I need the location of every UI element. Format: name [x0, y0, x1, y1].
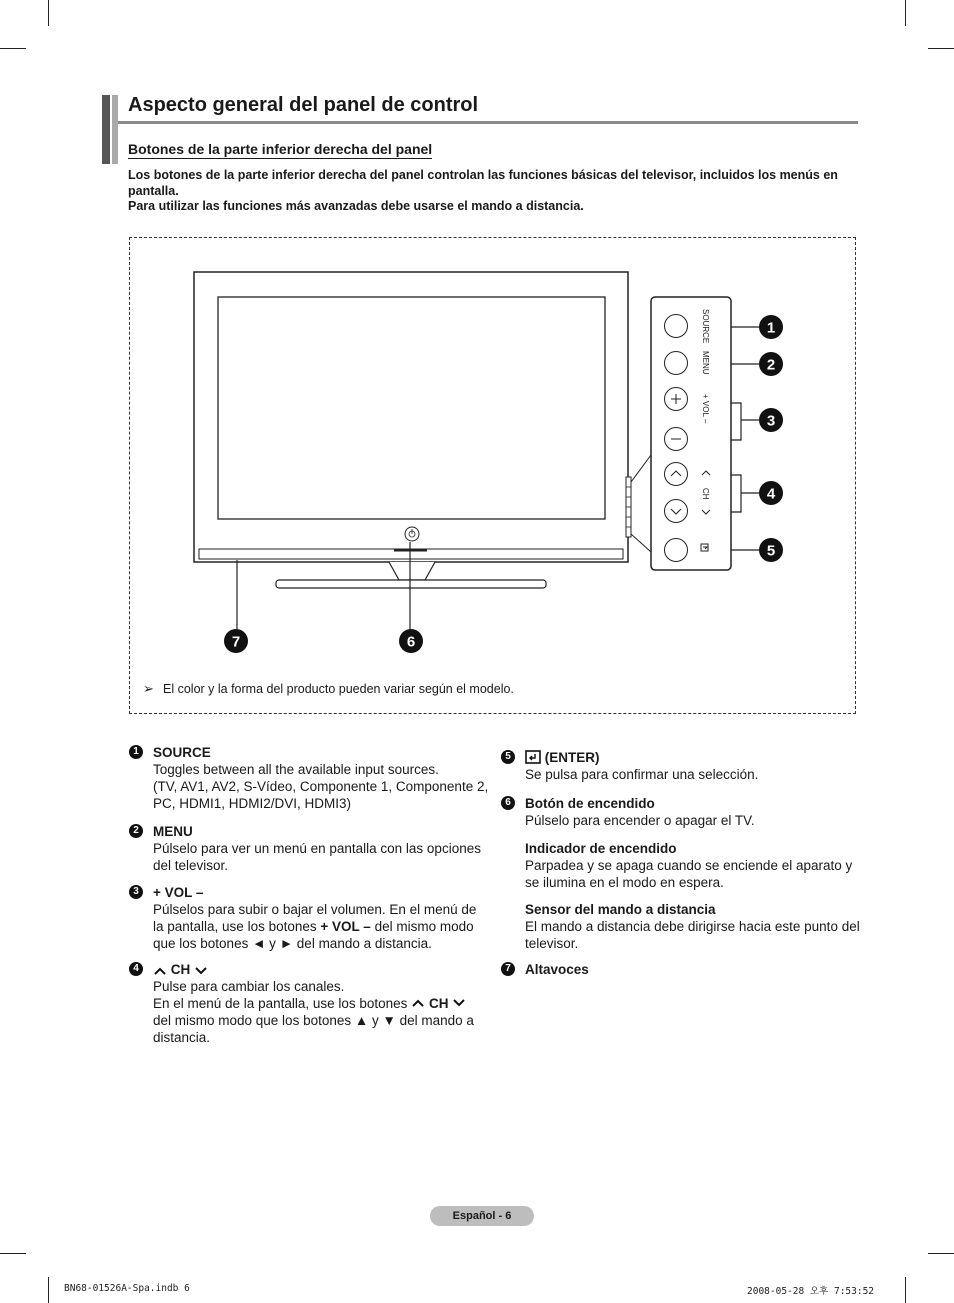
- source-button: [665, 315, 688, 338]
- label-menu: MENU: [701, 351, 710, 375]
- item-head: Botón de encendido: [525, 796, 655, 811]
- intro-text: [128, 168, 848, 215]
- item-inline-bold: + VOL –: [320, 919, 371, 934]
- callout-7: 7: [231, 633, 241, 651]
- item-line: Pulse para cambiar los canales.: [153, 979, 345, 994]
- item-head: + VOL –: [153, 885, 204, 900]
- enter-button: [665, 539, 688, 562]
- chevron-up-icon: [153, 966, 167, 976]
- chevron-down-icon: [452, 998, 466, 1008]
- item-line: (TV, AV1, AV2, S-Vídeo, Componente 1, Componente 2,: [153, 779, 489, 794]
- item-head: (ENTER): [544, 750, 600, 765]
- item-head: CH: [170, 962, 191, 977]
- item-line: la pantalla, use los botones: [153, 919, 317, 934]
- callout-6: 6: [406, 633, 416, 651]
- page-title: Aspecto general del panel de control: [128, 94, 479, 116]
- callout-2: 2: [766, 356, 776, 374]
- ch-up-button: [665, 463, 688, 486]
- label-vol: + VOL –: [701, 394, 710, 424]
- item-line: PC, HDMI1, HDMI2/DVI, HDMI3): [153, 796, 352, 811]
- item-number: 4: [129, 962, 143, 976]
- note-arrow-icon: ➢: [143, 681, 154, 696]
- item-head: Altavoces: [525, 962, 589, 977]
- chevron-up-icon: [411, 998, 425, 1008]
- item-line: del mismo modo: [374, 919, 474, 934]
- item-line: televisor.: [525, 936, 579, 951]
- label-source: SOURCE: [701, 309, 710, 344]
- title-accent-bar: [102, 95, 110, 164]
- tv-screen: [218, 297, 605, 519]
- section-subtitle: Botones de la parte inferior derecha del panel: [128, 141, 433, 157]
- item-inline-bold: CH: [428, 996, 449, 1011]
- model-note: [143, 681, 514, 697]
- tv-diagram: [129, 237, 856, 677]
- chevron-down-icon: [194, 966, 208, 976]
- item-line: distancia.: [153, 1030, 211, 1045]
- item-number: 6: [501, 796, 515, 810]
- item-number: 7: [501, 962, 515, 976]
- item-number: 3: [129, 885, 143, 899]
- label-ch: CH: [701, 488, 710, 500]
- item-subhead: Sensor del mando a distancia: [525, 902, 716, 917]
- item-subhead: Indicador de encendido: [525, 841, 677, 856]
- footer-date: 2008-05-28 오후 7:53:52: [747, 1286, 875, 1297]
- item-line: del mismo modo que los botones ▲ y ▼ del mando a: [153, 1013, 474, 1028]
- item-line: Púlselo para encender o apagar el TV.: [525, 813, 755, 828]
- item-number: 1: [129, 745, 143, 759]
- callout-1: 1: [766, 319, 776, 337]
- item-line: Púlselos para subir o bajar el volumen. En el menú de: [153, 902, 477, 917]
- item-number: 2: [129, 824, 143, 838]
- callout-3: 3: [766, 412, 776, 430]
- page-number: Español - 6: [430, 1206, 534, 1226]
- item-line: del televisor.: [153, 858, 229, 873]
- item-line: que los botones ◄ y ► del mando a distancia.: [153, 936, 432, 951]
- item-line: Se pulsa para confirmar una selección.: [525, 767, 759, 782]
- enter-icon: [525, 750, 541, 764]
- item-line: Púlselo para ver un menú en pantalla con las opciones: [153, 841, 481, 856]
- ch-down-button: [665, 500, 688, 523]
- menu-button: [665, 352, 688, 375]
- item-line: El mando a distancia debe dirigirse hacia este punto del: [525, 919, 860, 934]
- item-line: En el menú de la pantalla, use los botones: [153, 996, 408, 1011]
- item-line: Parpadea y se apaga cuando se enciende el aparato y: [525, 858, 853, 873]
- item-head: MENU: [153, 824, 193, 839]
- control-panel-zoom: [651, 297, 731, 570]
- intro-line: Para utilizar las funciones más avanzadas debe usarse el mando a distancia.: [128, 199, 584, 213]
- tv-stand: [276, 580, 546, 588]
- item-number: 5: [501, 750, 515, 764]
- title-rule: [118, 121, 858, 124]
- footer-file: BN68-01526A-Spa.indb 6: [64, 1283, 190, 1294]
- item-line: Toggles between all the available input sources.: [153, 762, 439, 777]
- intro-line: Los botones de la parte inferior derecha del panel controlan las funciones básicas del televisor, incluidos los menús en pantalla.: [128, 168, 838, 198]
- callout-4: 4: [766, 485, 776, 503]
- item-head: SOURCE: [153, 745, 211, 760]
- title-accent-bar-light: [112, 95, 118, 164]
- tv-neck: [389, 562, 435, 580]
- callout-5: 5: [766, 542, 776, 560]
- item-line: se ilumina en el modo en espera.: [525, 875, 724, 890]
- note-text: El color y la forma del producto pueden variar según el modelo.: [163, 682, 514, 696]
